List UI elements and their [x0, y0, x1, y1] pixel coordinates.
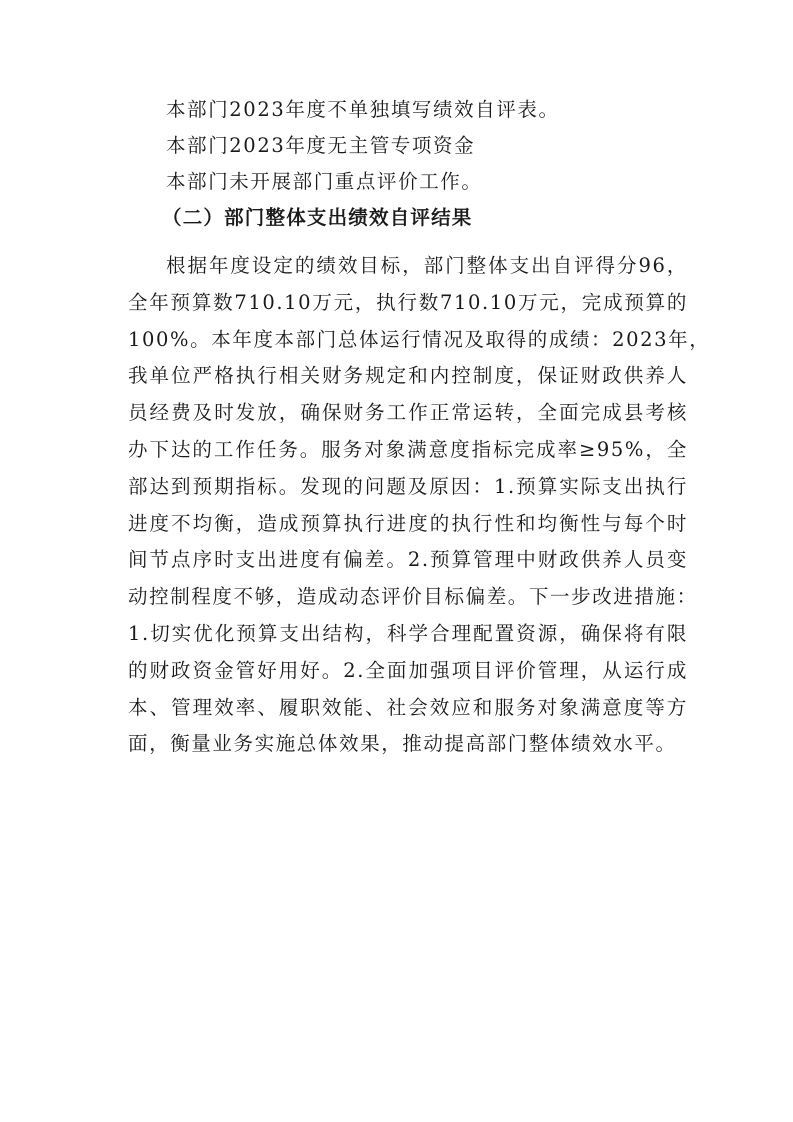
statement-no-key-evaluation: 本部门未开展部门重点评价工作。 [166, 170, 483, 193]
paragraph-line: 1.切实优化预算支出结构，科学合理配置资源，确保将有限 [128, 621, 688, 645]
section-heading: （二）部门整体支出绩效自评结果 [162, 206, 473, 229]
paragraph-line: 员经费及时发放，确保财务工作正常运转，全面完成县考核 [128, 401, 688, 425]
paragraph-line: 根据年度设定的绩效目标，部门整体支出自评得分96， [166, 254, 688, 277]
statement-no-special-funds: 本部门2023年度无主管专项资金 [166, 134, 476, 157]
document-body [128, 92, 711, 763]
paragraph-line: 的财政资金管好用好。2.全面加强项目评价管理，从运行成 [128, 658, 688, 682]
paragraph-line: 间节点序时支出进度有偏差。2.预算管理中财政供养人员变 [128, 548, 688, 572]
paragraph-line: 部达到预期指标。发现的问题及原因：1.预算实际支出执行 [128, 474, 688, 498]
paragraph-line: 本、管理效率、履职效能、社会效应和服务对象满意度等方 [128, 695, 688, 719]
paragraph-line: 面，衡量业务实施总体效果，推动提高部门整体绩效水平。 [128, 732, 677, 756]
paragraph-line: 办下达的工作任务。服务对象满意度指标完成率≥95%，全 [128, 437, 688, 461]
paragraph-line: 100%。本年度本部门总体运行情况及取得的成绩：2023年， [128, 327, 711, 351]
statement-no-self-evaluation-form: 本部门2023年度不单独填写绩效自评表。 [166, 98, 560, 121]
paragraph-line: 全年预算数710.10万元，执行数710.10万元，完成预算的 [128, 290, 688, 314]
evaluation-result-paragraph [128, 248, 711, 763]
paragraph-line: 进度不均衡，造成预算执行进度的执行性和均衡性与每个时 [128, 511, 688, 535]
paragraph-line: 动控制程度不够，造成动态评价目标偏差。下一步改进措施： [128, 585, 698, 609]
paragraph-line: 我单位严格执行相关财务规定和内控制度，保证财政供养人 [128, 364, 688, 388]
